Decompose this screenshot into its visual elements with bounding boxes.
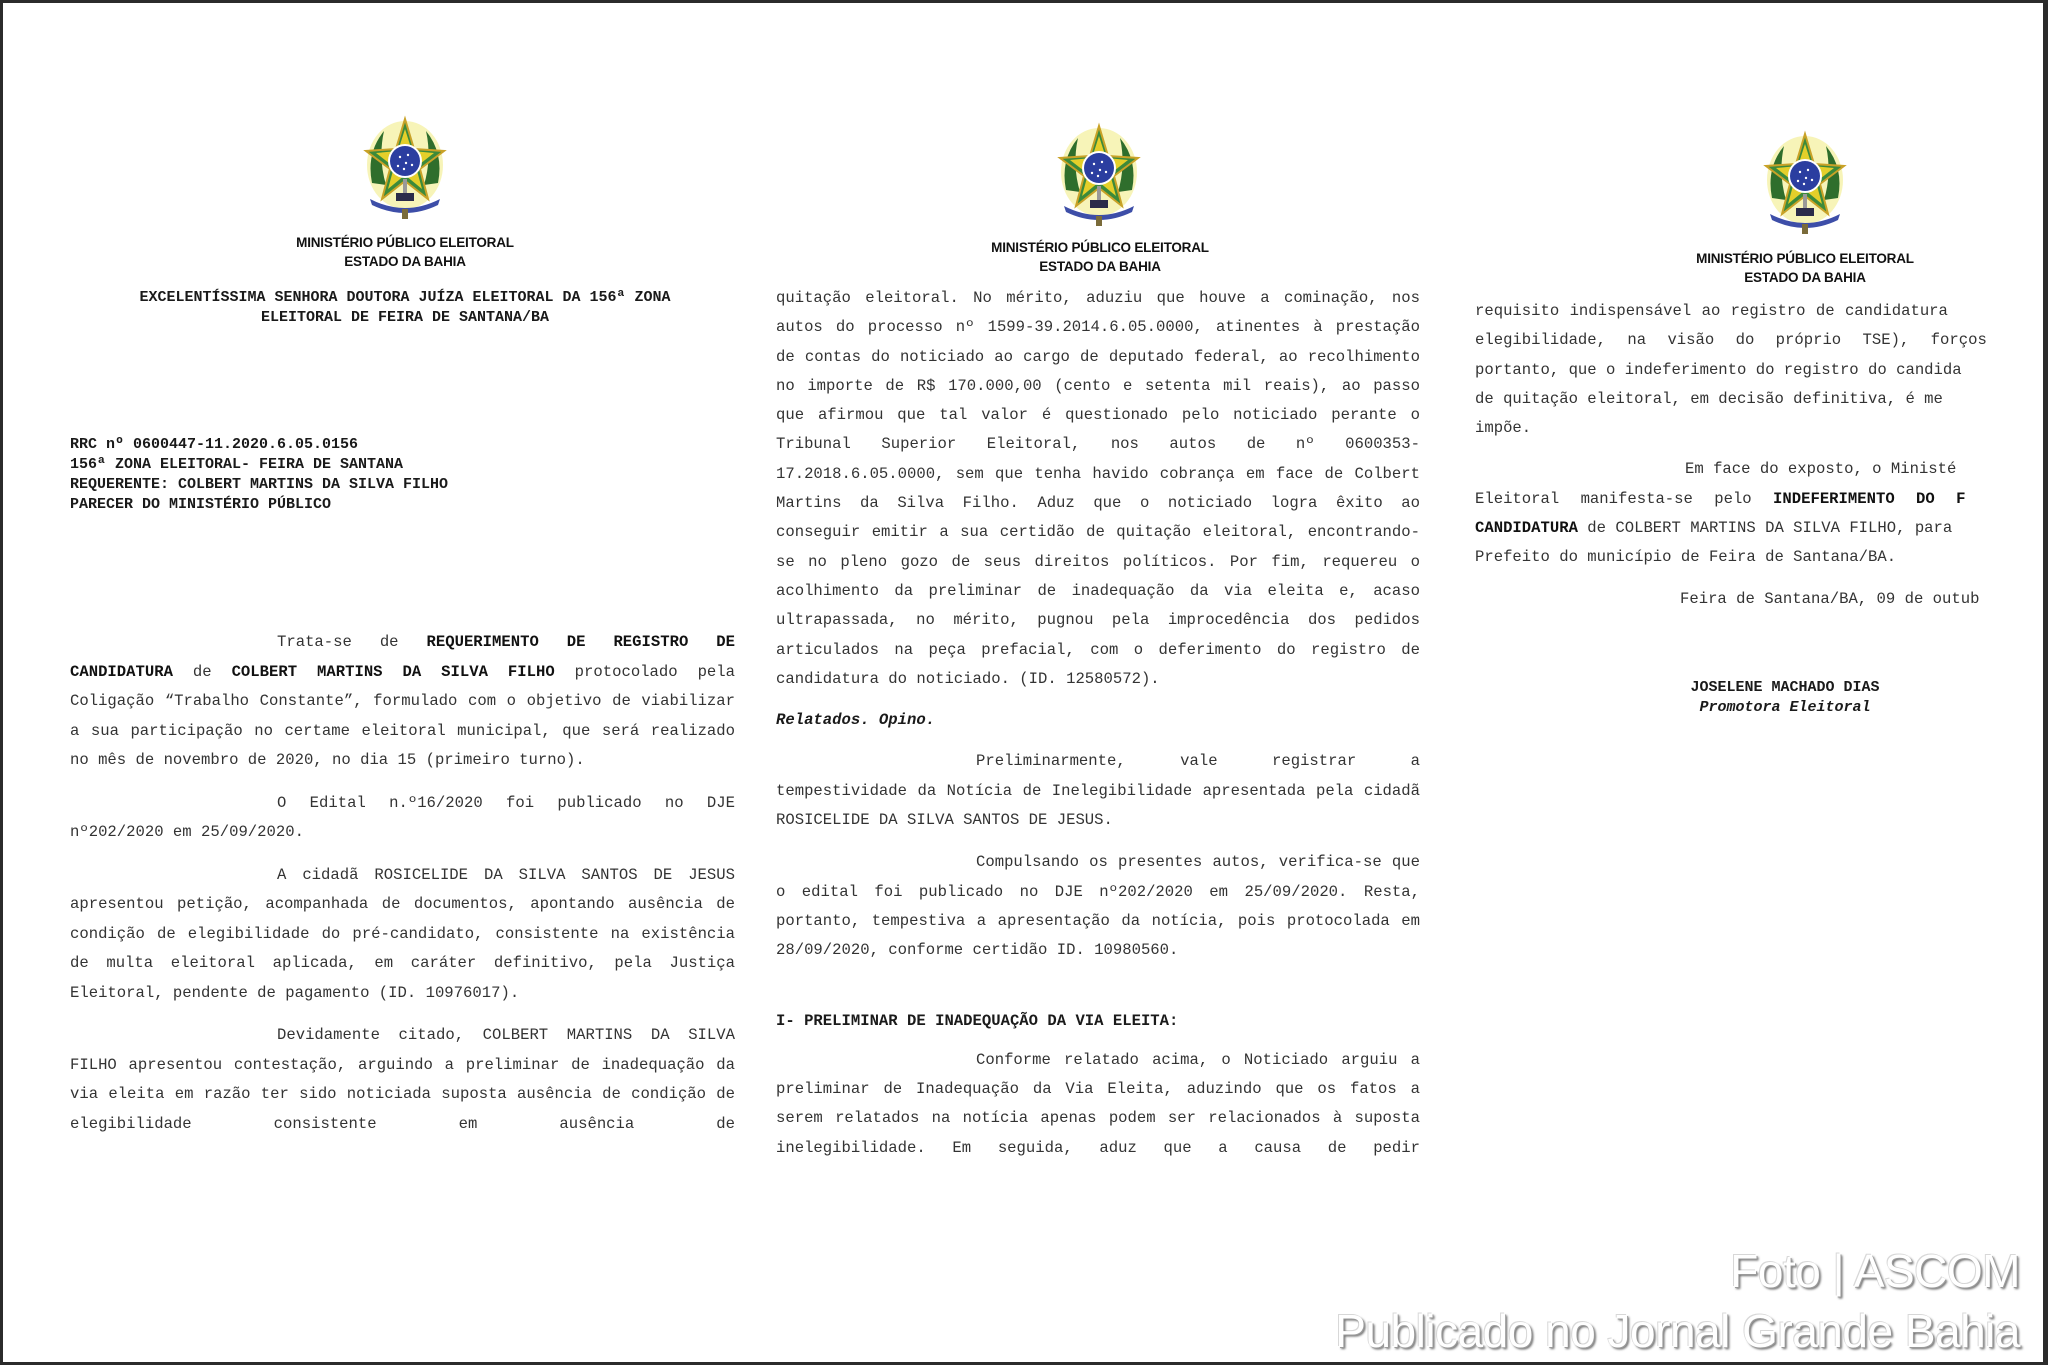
document-type: PARECER DO MINISTÉRIO PÚBLICO: [70, 496, 332, 513]
institution-header: [1655, 249, 1955, 287]
signatory-role: Promotora Eleitoral: [1699, 699, 1871, 716]
brazil-coat-of-arms-icon: [1056, 120, 1142, 230]
case-info-block: [70, 435, 448, 515]
paragraph: Preliminarmente, vale registrar a tempestividade da Notícia de Inelegibilidade apresentada pela cidadã ROSICELIDE DA SILVA SANTOS DE JESUS.: [776, 752, 1420, 830]
paragraph: O Edital n.º16/2020 foi publicado no DJE nº202/2020 em 25/09/2020.: [70, 793, 735, 841]
institution-name: MINISTÉRIO PÚBLICO ELEITORAL: [991, 240, 1209, 255]
relatados-opino: Relatados. Opino.: [776, 711, 936, 730]
signature-block: [1660, 678, 1910, 718]
text-line: Eleitoral manifesta-se pelo INDEFERIMENTO DO F: [1475, 489, 1966, 508]
brazil-coat-of-arms-icon: [362, 113, 448, 223]
addressee-line: EXCELENTÍSSIMA SENHORA DOUTORA JUÍZA ELEITORAL DA 156ª ZONA: [139, 289, 671, 306]
paragraph: A cidadã ROSICELIDE DA SILVA SANTOS DE JESUS apresentou petição, acompanhada de documentos, apontando ausência de condição de elegibilidade do pré-candidato, consistente na existência de multa eleitoral aplicada, em caráter definitivo, pela Justiça Eleitoral, pendente de pagamento (ID. 10976017).: [70, 865, 735, 1002]
addressee-heading: [60, 288, 750, 328]
section-heading: I- PRELIMINAR DE INADEQUAÇÃO DA VIA ELEITA:: [776, 1011, 1179, 1030]
signatory-name: JOSELENE MACHADO DIAS: [1690, 679, 1880, 696]
brazil-coat-of-arms-icon: [1762, 128, 1848, 238]
text-line: de quitação eleitoral, em decisão definitiva, é me: [1475, 389, 1943, 408]
publisher-watermark: Publicado no Jornal Grande Bahia: [1335, 1305, 2020, 1357]
paragraph: Conforme relatado acima, o Noticiado arguiu a preliminar de Inadequação da Via Eleita, aduzindo que os fatos a serem relatados na notícia apenas podem ser relacionados à suposta inelegibilidade. Em seguida, aduz que a causa de pedir: [776, 1050, 1420, 1157]
institution-name: MINISTÉRIO PÚBLICO ELEITORAL: [1696, 251, 1914, 266]
text-line: Em face do exposto, o Ministé: [1685, 460, 1957, 479]
addressee-line: ELEITORAL DE FEIRA DE SANTANA/BA: [260, 309, 550, 326]
document-page-1: [0, 0, 760, 1365]
page2-body: [776, 284, 1420, 1176]
paragraph: Trata-se de REQUERIMENTO DE REGISTRO DE CANDIDATURA de COLBERT MARTINS DA SILVA FILHO protocolado pela Coligação “Trabalho Constante”, formulado com o objetivo de viabilizar a sua participação no certame eleitoral municipal, que será realizado no mês de novembro de 2020, no dia 15 (primeiro turno).: [70, 633, 736, 769]
page3-body: [1475, 297, 2017, 614]
electoral-zone: 156ª ZONA ELEITORAL- FEIRA DE SANTANA: [70, 456, 404, 473]
photo-credit-watermark: Foto | ASCOM: [1730, 1245, 2020, 1297]
institution-state: ESTADO DA BAHIA: [1744, 270, 1866, 285]
text-line: CANDIDATURA de COLBERT MARTINS DA SILVA FILHO, para: [1475, 519, 1953, 538]
page1-body: [70, 628, 735, 1152]
document-page-3: [1450, 0, 2017, 1365]
institution-state: ESTADO DA BAHIA: [344, 254, 466, 269]
paragraph: quitação eleitoral. No mérito, aduziu que houve a cominação, nos autos do processo nº 1599-39.2014.6.05.0000, atinentes à prestação de contas do noticiado ao cargo de deputado federal, ao recolhimento no importe de R$ 170.000,00 (cento e setenta mil reais), ao passo que afirmou que tal valor é questionado pelo noticiado perante o Tribunal Superior Eleitoral, nos autos de nº 0600353-17.2018.6.05.0000, sem que tenha havido cobrança em face de Colbert Martins da Silva Filho. Aduz que o noticiado logra êxito ao conseguir emitir a sua certidão de quitação eleitoral, encontrando-se no pleno gozo de seus direitos políticos. Por fim, requereu o acolhimento da preliminar de inadequação da via eleita e, acaso ultrapassada, no mérito, pugnou pela improcedência dos pedidos articulados na peça prefacial, com o deferimento do registro de candidatura do noticiado. (ID. 12580572).: [776, 289, 1420, 688]
paragraph: Compulsando os presentes autos, verifica-se que o edital foi publicado no DJE nº202/2020 em 25/09/2020. Resta, portanto, tempestiva a apresentação da notícia, pois protocolada em 28/09/2020, conforme certidão ID. 10980560.: [776, 853, 1420, 960]
text-line: requisito indispensável ao registro de candidatura: [1475, 302, 1948, 320]
text-line: portanto, que o indeferimento do registro do candida: [1475, 360, 1962, 379]
case-number: RRC nº 0600447-11.2020.6.05.0156: [70, 436, 359, 453]
place-date: Feira de Santana/BA, 09 de outub: [1680, 589, 1980, 608]
institution-state: ESTADO DA BAHIA: [1039, 259, 1161, 274]
conclusion: [1475, 455, 2017, 572]
applicant: REQUERENTE: COLBERT MARTINS DA SILVA FILHO: [70, 476, 449, 493]
document-page-2: [760, 0, 1450, 1365]
institution-name: MINISTÉRIO PÚBLICO ELEITORAL: [296, 235, 514, 250]
text-line: elegibilidade, na visão do próprio TSE), forços: [1475, 331, 1987, 350]
paragraph: Devidamente citado, COLBERT MARTINS DA SILVA FILHO apresentou contestação, arguindo a preliminar de inadequação da via eleita em razão ter sido noticiada suposta ausência de condição de elegibilidade consistente em ausência de: [70, 1026, 735, 1133]
institution-header: [950, 238, 1250, 276]
text-line: impõe.: [1475, 419, 1532, 438]
institution-header: [255, 233, 555, 271]
text-line: Prefeito do município de Feira de Santana/BA.: [1475, 548, 1897, 567]
